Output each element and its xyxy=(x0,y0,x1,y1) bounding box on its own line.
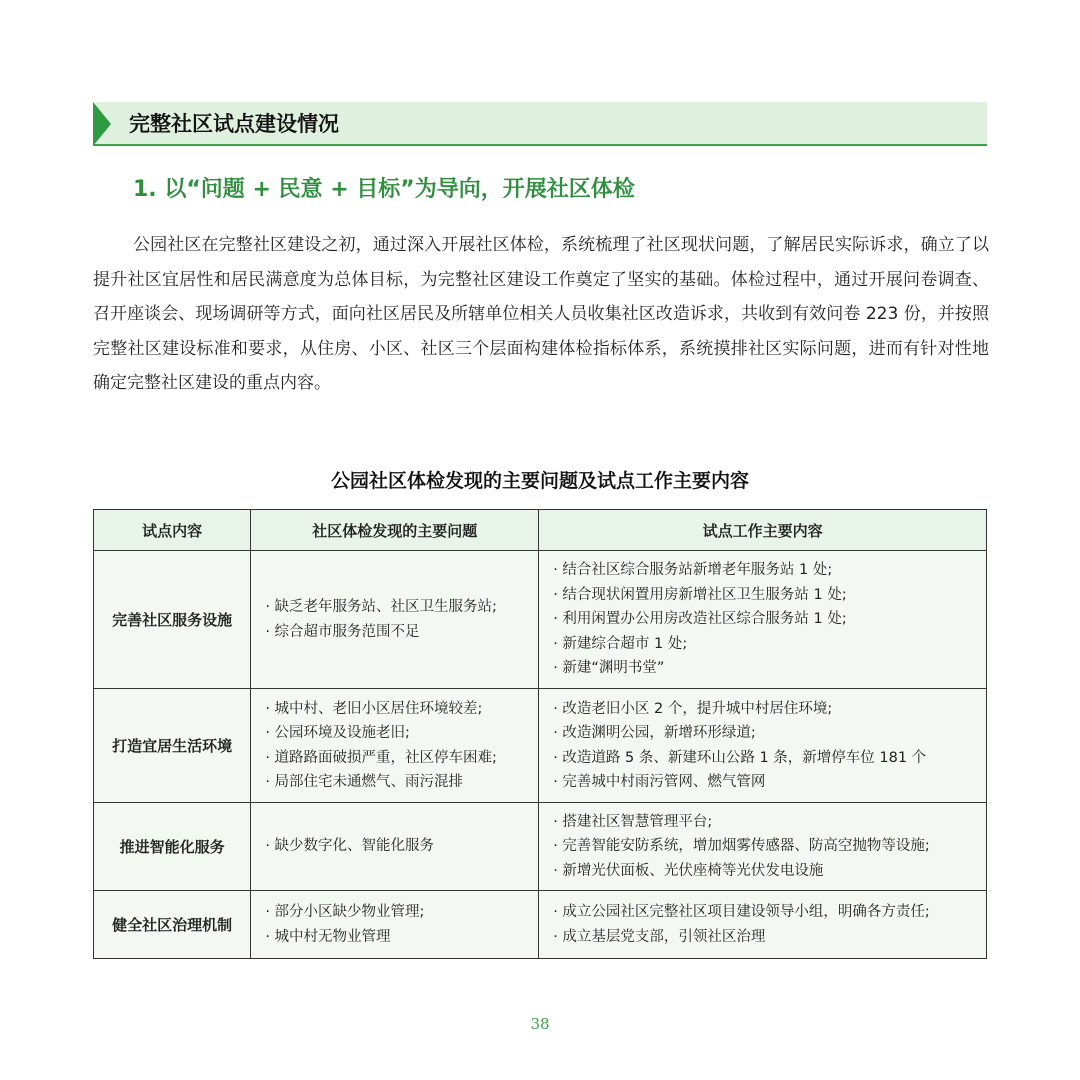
action-item: · 新增光伏面板、光伏座椅等光伏发电设施 xyxy=(553,862,824,879)
actions-cell xyxy=(539,551,987,689)
section-title: 完整社区试点建设情况 xyxy=(129,112,339,136)
body-paragraph: 公园社区在完整社区建设之初，通过深入开展社区体检，系统梳理了社区现状问题，了解居民实际诉求，确立了以提升社区宜居性和居民满意度为总体目标，为完整社区建设工作奠定了坚实的基础。体检过程中，通过开展问卷调查、召开座谈会、现场调研等方式，面向社区居民及所辖单位相关人员收集社区改造诉求，共收到有效问卷 223 份，并按照完整社区建设标准和要求，从住房、小区、社区三个层面构建体检指标体系，系统摸排社区实际问题，进而有针对性地确定完整社区建设的重点内容。 xyxy=(93,235,989,393)
header-cell: 试点工作主要内容 xyxy=(539,510,987,551)
table-row xyxy=(94,689,987,803)
action-item: · 利用闲置办公用房改造社区综合服务站 1 处; xyxy=(553,611,847,628)
problems-cell xyxy=(251,689,539,803)
problem-item: · 部分小区缺少物业管理; xyxy=(265,904,425,920)
action-item: · 成立公园社区完整社区项目建设领导小组，明确各方责任; xyxy=(553,904,930,920)
problems-cell xyxy=(251,803,539,891)
table-header-row xyxy=(94,510,987,551)
actions-cell xyxy=(539,891,987,959)
table-title: 公园社区体检发现的主要问题及试点工作主要内容 xyxy=(330,470,749,492)
problem-item: · 公园环境及设施老旧; xyxy=(265,725,410,741)
action-item: · 新建综合超市 1 处; xyxy=(553,635,688,652)
section-banner xyxy=(93,102,987,146)
action-item: · 成立基层党支部，引领社区治理 xyxy=(553,928,766,945)
action-item: · 新建“渊明书堂” xyxy=(553,660,665,677)
actions-cell xyxy=(539,689,987,803)
problem-item: · 局部住宅未通燃气、雨污混排 xyxy=(265,774,464,790)
row-label: 打造宜居生活环境 xyxy=(94,689,251,803)
action-item: · 改造老旧小区 2 个，提升城中村居住环境; xyxy=(553,700,833,717)
issues-table xyxy=(93,509,987,959)
banner-arrow-icon xyxy=(93,102,111,146)
action-item: · 改造渊明公园，新增环形绿道; xyxy=(553,725,756,741)
problem-item: · 综合超市服务范围不足 xyxy=(265,623,420,640)
action-item: · 完善智能安防系统，增加烟雾传感器、防高空抛物等设施; xyxy=(553,838,930,855)
problem-item: · 缺少数字化、智能化服务 xyxy=(265,838,435,855)
problems-cell xyxy=(251,891,539,959)
problem-item: · 城中村无物业管理 xyxy=(265,928,391,945)
action-item: · 完善城中村雨污管网、燃气管网 xyxy=(553,774,766,790)
problem-item: · 道路路面破损严重，社区停车困难; xyxy=(265,749,497,766)
problem-item: · 城中村、老旧小区居住环境较差; xyxy=(265,700,483,717)
page-number: 38 xyxy=(530,1015,550,1033)
table-row xyxy=(94,803,987,891)
row-label: 推进智能化服务 xyxy=(94,803,251,891)
row-label: 完善社区服务设施 xyxy=(94,551,251,689)
problems-cell xyxy=(251,551,539,689)
header-cell: 试点内容 xyxy=(94,510,251,551)
action-item: · 改造道路 5 条、新建环山公路 1 条，新增停车位 181 个 xyxy=(553,749,927,766)
table-row xyxy=(94,551,987,689)
problem-item: · 缺乏老年服务站、社区卫生服务站; xyxy=(265,599,497,615)
header-cell: 社区体检发现的主要问题 xyxy=(251,510,539,551)
action-item: · 结合社区综合服务站新增老年服务站 1 处; xyxy=(553,562,833,579)
action-item: · 结合现状闲置用房新增社区卫生服务站 1 处; xyxy=(553,586,847,603)
table-row xyxy=(94,891,987,959)
action-item: · 搭建社区智慧管理平台; xyxy=(553,813,713,830)
actions-cell xyxy=(539,803,987,891)
subheading: 1. 以“问题 + 民意 + 目标”为导向，开展社区体检 xyxy=(133,177,635,202)
row-label: 健全社区治理机制 xyxy=(94,891,251,959)
